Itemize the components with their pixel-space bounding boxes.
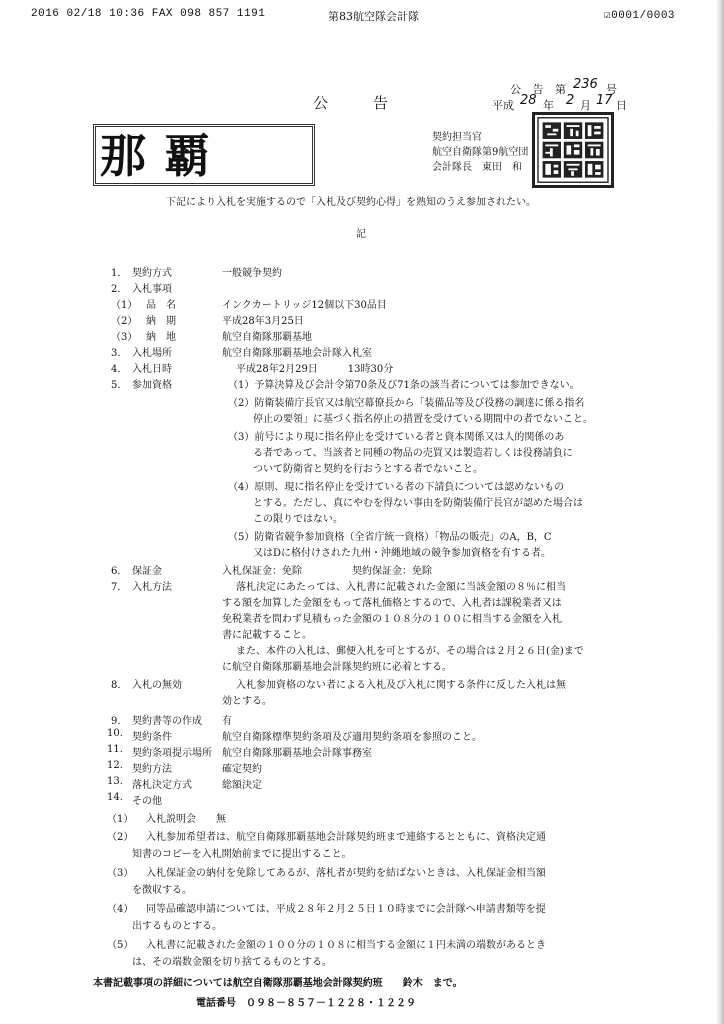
item-number: 13. bbox=[107, 776, 123, 787]
qualification-line: （1）予算決算及び会計令第70条及び71条の該当者については参加できない。 bbox=[228, 380, 580, 391]
scan-edge bbox=[716, 0, 724, 1024]
item-label: その他 bbox=[132, 796, 162, 807]
item-label: 契約条項提示場所 bbox=[132, 748, 212, 759]
bid-method-line: 落札決定にあたっては、入札書に記載された金額に当該金額の８％に相当 bbox=[236, 582, 566, 593]
item-number: 7． bbox=[111, 582, 128, 593]
item-value: 航空自衛隊那覇基地会計隊入札室 bbox=[222, 348, 372, 359]
date-month: 2 bbox=[566, 93, 575, 108]
date-day: 17 bbox=[596, 93, 613, 108]
other-number: （5） bbox=[107, 940, 134, 951]
subitem-value: インクカートリッジ12個以下30品目 bbox=[222, 300, 387, 311]
other-number: （2） bbox=[107, 832, 134, 843]
item-label: 入札場所 bbox=[132, 348, 172, 359]
contact-note: 本書記載事項の詳細については航空自衛隊那覇基地会計隊契約班 鈴木 まで。 bbox=[93, 978, 463, 989]
item-value: 有 bbox=[222, 716, 232, 727]
official-seal-icon bbox=[532, 112, 614, 188]
date-month-label: 月 bbox=[580, 99, 591, 112]
subitem-number: （2） bbox=[111, 316, 138, 327]
bid-method-line: 書に記載すること。 bbox=[222, 630, 312, 641]
subitem-number: （1） bbox=[111, 300, 138, 311]
item-number: 5． bbox=[111, 380, 128, 391]
item-label: 契約方法 bbox=[132, 764, 172, 775]
naha-stamp: 那覇 bbox=[100, 129, 228, 183]
date-year-label: 年 bbox=[543, 99, 554, 112]
item-label: 参加資格 bbox=[132, 380, 172, 391]
item-label: 入札方法 bbox=[132, 582, 172, 593]
item-label: 落札決定方式 bbox=[132, 780, 192, 791]
item-value: 航空自衛隊標準契約条項及び適用契約条項を参照のこと。 bbox=[222, 732, 482, 743]
item-number: 8． bbox=[111, 680, 128, 691]
fax-timestamp: 2016 02/18 10:36 FAX 098 857 1191 bbox=[31, 8, 266, 20]
bid-method-line: また、本件の入札は、郵便入札を可とするが、その場合は２月２６日(金)まで bbox=[236, 646, 584, 657]
notice-number: 236 bbox=[573, 77, 598, 92]
invalid-bid-line: 入札参加資格のない者による入札及び入札に関する条件に反した入札は無 bbox=[236, 680, 566, 691]
qualification-line: 又はDに格付けされた九州・沖縄地域の競争参加資格を有する者。 bbox=[253, 548, 552, 559]
subitem-value: 平成28年3月25日 bbox=[222, 316, 304, 327]
date-year: 28 bbox=[520, 93, 537, 108]
item-number: 2． bbox=[111, 284, 128, 295]
item-number: 3． bbox=[111, 348, 128, 359]
ki-heading: 記 bbox=[356, 229, 366, 240]
subitem-number: （3） bbox=[111, 332, 138, 343]
other-text: を徴収する。 bbox=[132, 885, 192, 896]
item-label: 入札事項 bbox=[132, 284, 172, 295]
qualification-line: （3）前号により現に指名停止を受けている者と資本関係又は人的関係のあ bbox=[228, 432, 565, 443]
qualification-line: （4）原則、現に指名停止を受けている者の下請負については認めないもの bbox=[228, 482, 565, 493]
bid-method-line: に航空自衛隊那覇基地会計隊契約班に必着とする。 bbox=[222, 662, 452, 673]
subitem-label: 納 期 bbox=[146, 316, 176, 327]
other-number: （3） bbox=[107, 868, 134, 879]
page-title: 公 告 bbox=[313, 94, 389, 112]
other-number: （1） bbox=[107, 814, 134, 825]
qualification-line: （5）防衛省競争参加資格（全省庁統一資格）「物品の販売」のA，B，C bbox=[228, 532, 552, 543]
other-text: 入札説明会 無 bbox=[146, 814, 226, 825]
item-number: 6． bbox=[111, 566, 128, 577]
item-number: 9． bbox=[111, 716, 128, 727]
other-text: 知書のコピーを入札開始前までに提出すること。 bbox=[132, 849, 352, 860]
item-number: 12. bbox=[107, 760, 123, 771]
item-label: 契約条件 bbox=[132, 732, 172, 743]
bid-method-line: する額を加算した金額をもって落札価格とするので、入札者は課税業者又は bbox=[222, 598, 562, 609]
other-text: 入札保証金の納付を免除してあるが、落札者が契約を結ばないときは、入札保証金相当額 bbox=[146, 868, 546, 879]
item-value: 航空自衛隊那覇基地会計隊事務室 bbox=[222, 748, 372, 759]
other-text: 入札参加希望者は、航空自衛隊那覇基地会計隊契約班まで連絡するとともに、資格決定通 bbox=[146, 832, 546, 843]
item-number: 11. bbox=[107, 744, 123, 755]
bid-method-line: 免税業者を問わず見積もった金額の１０８分の１００に相当する金額を入札 bbox=[222, 614, 562, 625]
qualification-line: この限りではない。 bbox=[253, 514, 343, 525]
other-text: は、その端数金額を切り捨てるものとする。 bbox=[132, 957, 332, 968]
notice-label: 公 告 第 bbox=[510, 83, 570, 96]
item-label: 契約方式 bbox=[132, 268, 172, 279]
item-number: 1． bbox=[111, 268, 128, 279]
qualification-line: とする。ただし、真にやむを得ない事由を防衛装備庁長官が認めた場合は bbox=[253, 498, 583, 509]
intro-text: 下記により入札を実施するので「入札及び契約心得」を熟知のうえ参加されたい。 bbox=[166, 197, 536, 208]
item-value: 一般競争契約 bbox=[222, 268, 282, 279]
other-number: （4） bbox=[107, 904, 134, 915]
item-label: 入札日時 bbox=[132, 364, 172, 375]
item-label: 入札の無効 bbox=[132, 680, 182, 691]
qualification-line: ついて防衛省と契約を行おうとする者でないこと。 bbox=[253, 464, 483, 475]
issuer-unit: 航空自衛隊第9航空団 bbox=[432, 147, 529, 158]
item-value: 入札保証金：免除 契約保証金：免除 bbox=[222, 566, 432, 577]
subitem-value: 航空自衛隊那覇基地 bbox=[222, 332, 312, 343]
date-day-label: 日 bbox=[616, 99, 627, 112]
date-era: 平成 bbox=[492, 99, 514, 112]
issuer-title: 契約担当官 bbox=[432, 132, 482, 143]
item-value: 確定契約 bbox=[222, 764, 262, 775]
subitem-label: 納 地 bbox=[146, 332, 176, 343]
notice-suffix: 号 bbox=[606, 83, 617, 96]
invalid-bid-line: 効とする。 bbox=[222, 696, 272, 707]
item-label: 契約書等の作成 bbox=[132, 716, 202, 727]
item-value: 総額決定 bbox=[222, 780, 262, 791]
contact-phone: 電話番号 ０９８－８５７－１２２８・１２２９ bbox=[196, 998, 416, 1009]
qualification-line: （2）防衛装備庁長官又は航空幕僚長から「装備品等及び役務の調達に係る指名 bbox=[228, 398, 585, 409]
item-number: 10. bbox=[107, 728, 123, 739]
subitem-label: 品 名 bbox=[146, 300, 176, 311]
item-number: 14. bbox=[107, 792, 123, 803]
issuer-name: 会計隊長 東田 和 bbox=[432, 162, 522, 173]
qualification-line: 停止の要領」に基づく指名停止の措置を受けている期間中の者でないこと。 bbox=[253, 414, 593, 425]
other-text: 出するものとする。 bbox=[132, 921, 222, 932]
other-text: 入札書に記載された金額の１００分の１０８に相当する金額に１円未満の端数があるとき bbox=[146, 940, 546, 951]
fax-sender: 第83航空隊会計隊 bbox=[328, 10, 419, 23]
fax-page: ☑0001/0003 bbox=[604, 10, 676, 22]
qualification-line: る者であって、当該者と同種の物品の売買又は製造若しくは役務請負に bbox=[253, 448, 573, 459]
item-label: 保証金 bbox=[132, 566, 162, 577]
other-text: 同等品確認申請については、平成２８年２月２５日１０時までに会計隊へ申請書類等を提 bbox=[146, 904, 546, 915]
item-value: 平成28年2月29日 13時30分 bbox=[236, 364, 394, 375]
item-number: 4． bbox=[111, 364, 128, 375]
